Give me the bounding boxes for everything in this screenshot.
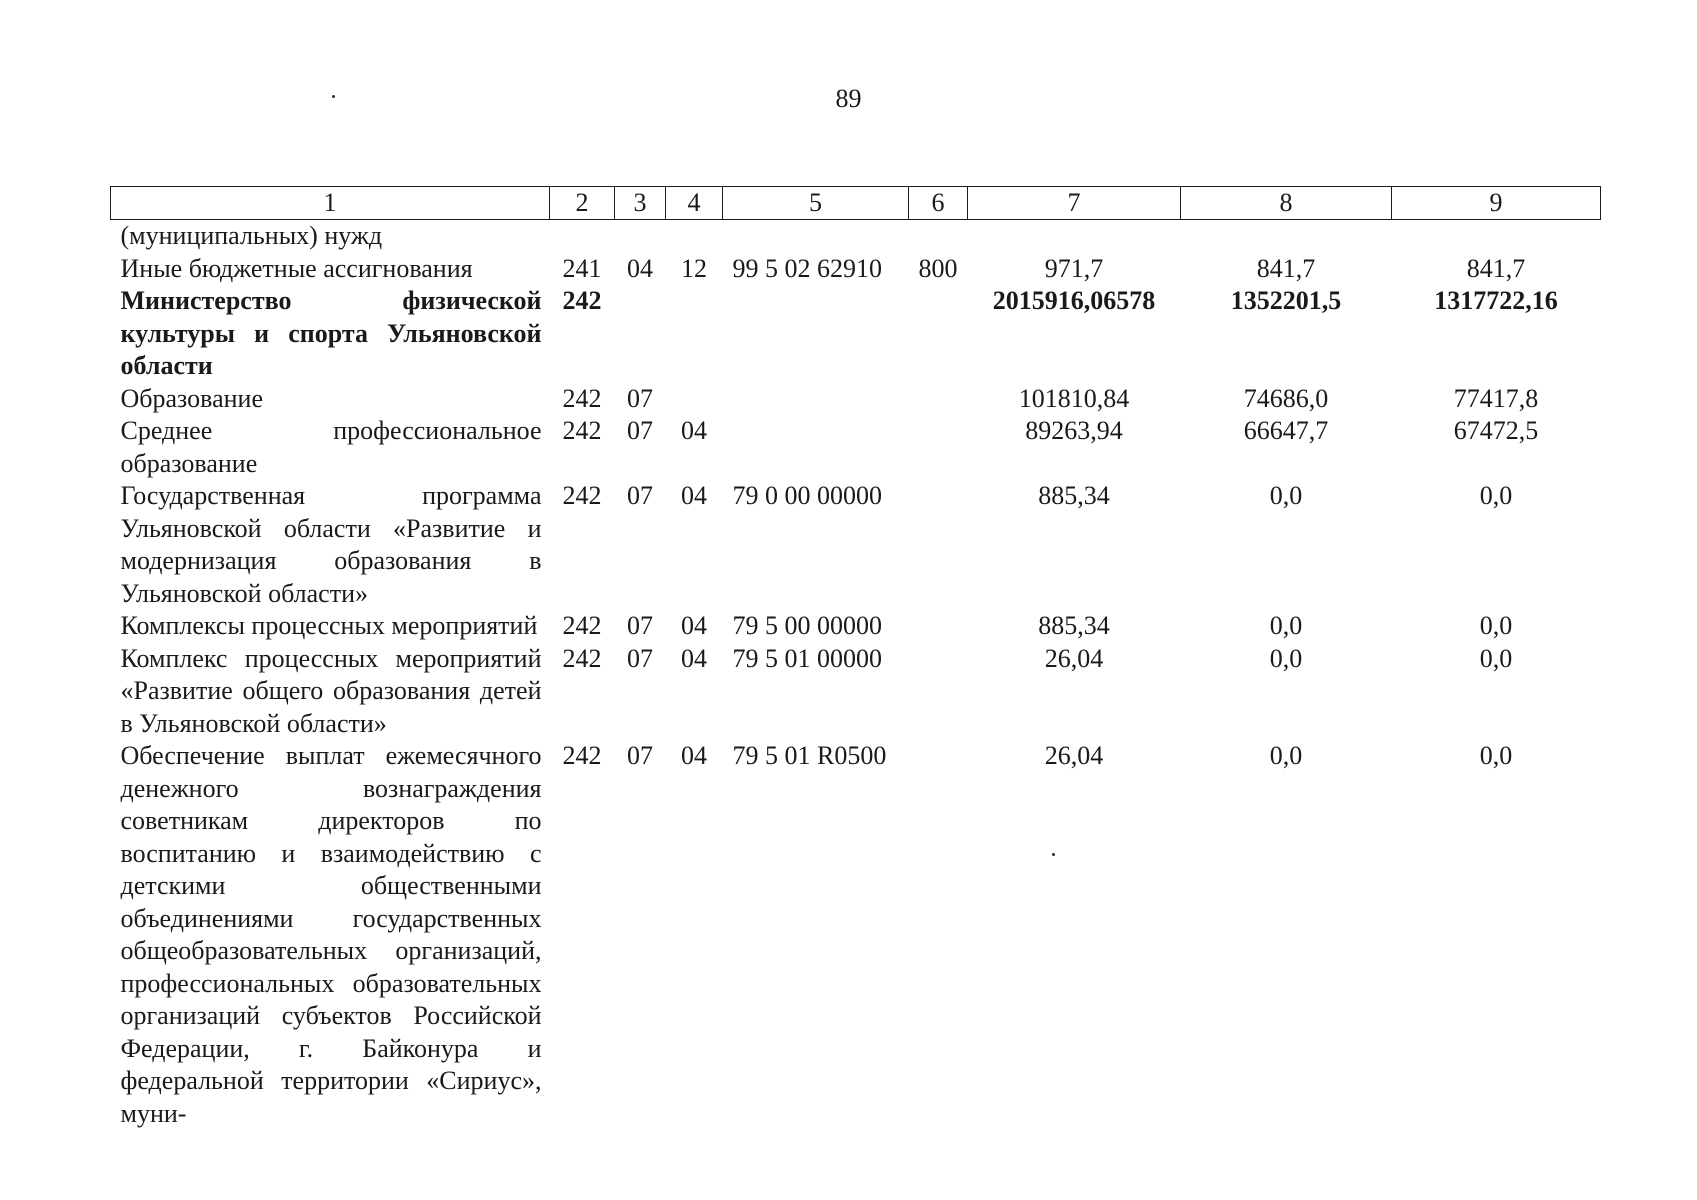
- expense-type-cell: [909, 643, 968, 741]
- table-row: [111, 220, 1601, 253]
- amount-year2-cell: [1181, 220, 1392, 253]
- amount-year2-cell: 1352201,5: [1230, 286, 1342, 315]
- scan-speck: [332, 95, 335, 98]
- table-row: [111, 253, 1601, 286]
- subsection-code-cell: 04: [681, 481, 707, 510]
- admin-code-cell: 242: [562, 286, 602, 315]
- section-code-cell: 07: [627, 741, 653, 770]
- table-body: [111, 220, 1601, 1131]
- amount-year1-cell: 885,34: [1038, 611, 1110, 640]
- amount-year1-cell: [968, 220, 1181, 253]
- section-code-cell: 07: [627, 383, 653, 413]
- admin-code-cell: 242: [562, 383, 602, 413]
- row-name-cell: Министерство физической культуры и спорта Ульяновской области: [120, 286, 542, 380]
- amount-year2-cell: 66647,7: [1243, 416, 1329, 445]
- amount-year1-cell: 26,04: [1044, 643, 1104, 673]
- row-name-cell: Среднее профессиональное образование: [120, 416, 542, 478]
- table-header: [111, 187, 1601, 220]
- amount-year3-cell: 0,0: [1479, 611, 1513, 640]
- section-code-cell: 07: [627, 643, 653, 673]
- table-row: [111, 383, 1601, 416]
- column-header: 2: [550, 187, 615, 220]
- target-article-cell: [723, 415, 909, 480]
- amount-year2-cell: 0,0: [1269, 643, 1303, 673]
- admin-code-cell: 242: [562, 741, 602, 770]
- target-article-cell: 79 5 01 00000: [732, 643, 882, 673]
- subsection-code-cell: 04: [681, 611, 707, 640]
- amount-year1-cell: 89263,94: [1025, 416, 1123, 445]
- amount-year1-cell: 26,04: [1044, 741, 1104, 770]
- table-row: [111, 610, 1601, 643]
- admin-code-cell: 242: [562, 416, 602, 445]
- target-article-cell: [723, 220, 909, 253]
- column-header: 9: [1392, 187, 1601, 220]
- amount-year2-cell: 74686,0: [1243, 383, 1329, 413]
- page-number: 89: [835, 84, 862, 113]
- column-header: 5: [723, 187, 909, 220]
- column-header: 7: [968, 187, 1181, 220]
- budget-table-container: [110, 186, 1600, 1130]
- admin-code-cell: 241: [562, 253, 602, 283]
- target-article-cell: [723, 285, 909, 383]
- expense-type-cell: [909, 610, 968, 643]
- amount-year1-cell: 2015916,06578: [992, 286, 1156, 315]
- section-code-cell: 07: [627, 416, 653, 445]
- target-article-cell: 79 5 00 00000: [732, 611, 882, 640]
- amount-year3-cell: 841,7: [1466, 253, 1526, 283]
- amount-year3-cell: 0,0: [1479, 643, 1513, 673]
- amount-year2-cell: 0,0: [1269, 481, 1303, 510]
- target-article-cell: 79 0 00 00000: [732, 481, 882, 510]
- admin-code-cell: 242: [562, 481, 602, 510]
- table-row: [111, 480, 1601, 610]
- subsection-code-cell: 12: [681, 253, 707, 283]
- subsection-code-cell: 04: [681, 741, 707, 770]
- column-header: 8: [1181, 187, 1392, 220]
- row-name-cell: (муниципальных) нужд: [120, 221, 383, 250]
- table-row: [111, 740, 1601, 1130]
- target-article-cell: 79 5 01 R0500: [732, 741, 887, 770]
- target-article-cell: 99 5 02 62910: [732, 253, 882, 283]
- subsection-code-cell: 04: [681, 416, 707, 445]
- row-name-cell: Комплекс процессных мероприятий «Развитие общего образования детей в Ульяновской области»: [120, 643, 542, 738]
- amount-year3-cell: [1392, 220, 1601, 253]
- expense-type-cell: [909, 285, 968, 383]
- header-row: [111, 187, 1601, 220]
- amount-year1-cell: 101810,84: [1018, 383, 1130, 413]
- row-name-cell: Государственная программа Ульяновской области «Развитие и модернизация образования в Ульяновской области»: [120, 481, 542, 608]
- column-header: 4: [666, 187, 723, 220]
- amount-year3-cell: 1317722,16: [1434, 286, 1558, 315]
- section-code-cell: [615, 220, 666, 253]
- column-header: 1: [111, 187, 550, 220]
- target-article-cell: [723, 383, 909, 416]
- section-code-cell: 07: [627, 611, 653, 640]
- table-row: [111, 415, 1601, 480]
- expense-type-cell: 800: [918, 253, 958, 283]
- table-row: [111, 285, 1601, 383]
- column-header: 6: [909, 187, 968, 220]
- admin-code-cell: 242: [562, 611, 602, 640]
- amount-year3-cell: 0,0: [1479, 741, 1513, 770]
- expense-type-cell: [909, 383, 968, 416]
- expense-type-cell: [909, 415, 968, 480]
- expense-type-cell: [909, 220, 968, 253]
- subsection-code-cell: [666, 383, 723, 416]
- amount-year2-cell: 0,0: [1269, 611, 1303, 640]
- section-code-cell: 04: [627, 253, 653, 283]
- section-code-cell: 07: [627, 481, 653, 510]
- amount-year3-cell: 67472,5: [1453, 416, 1539, 445]
- amount-year2-cell: 0,0: [1269, 741, 1303, 770]
- row-name-cell: Образование: [120, 383, 264, 413]
- amount-year2-cell: 841,7: [1256, 253, 1316, 283]
- table-row: [111, 643, 1601, 741]
- admin-code-cell: [550, 220, 615, 253]
- admin-code-cell: 242: [562, 643, 602, 673]
- amount-year1-cell: 971,7: [1044, 253, 1104, 283]
- amount-year3-cell: 0,0: [1479, 481, 1513, 510]
- row-name-cell: Комплексы процессных мероприятий: [120, 611, 538, 640]
- subsection-code-cell: 04: [681, 643, 707, 673]
- expense-type-cell: [909, 740, 968, 1130]
- expense-type-cell: [909, 480, 968, 610]
- budget-table: [110, 186, 1601, 1130]
- column-header: 3: [615, 187, 666, 220]
- section-code-cell: [615, 285, 666, 383]
- row-name-cell: Иные бюджетные ассигнования: [120, 253, 473, 283]
- amount-year3-cell: 77417,8: [1453, 383, 1539, 413]
- amount-year1-cell: 885,34: [1038, 481, 1110, 510]
- subsection-code-cell: [666, 220, 723, 253]
- row-name-cell: Обеспечение выплат ежемесячного денежного вознаграждения советникам директоров по воспитанию и взаимодействию с детскими общественными объединениями государственных общеобразовательных организаций, профессиональных образовательных организаций субъектов Российской Федерации, г. Байконура и федеральной территории «Сириус», муни-: [120, 741, 542, 1128]
- subsection-code-cell: [666, 285, 723, 383]
